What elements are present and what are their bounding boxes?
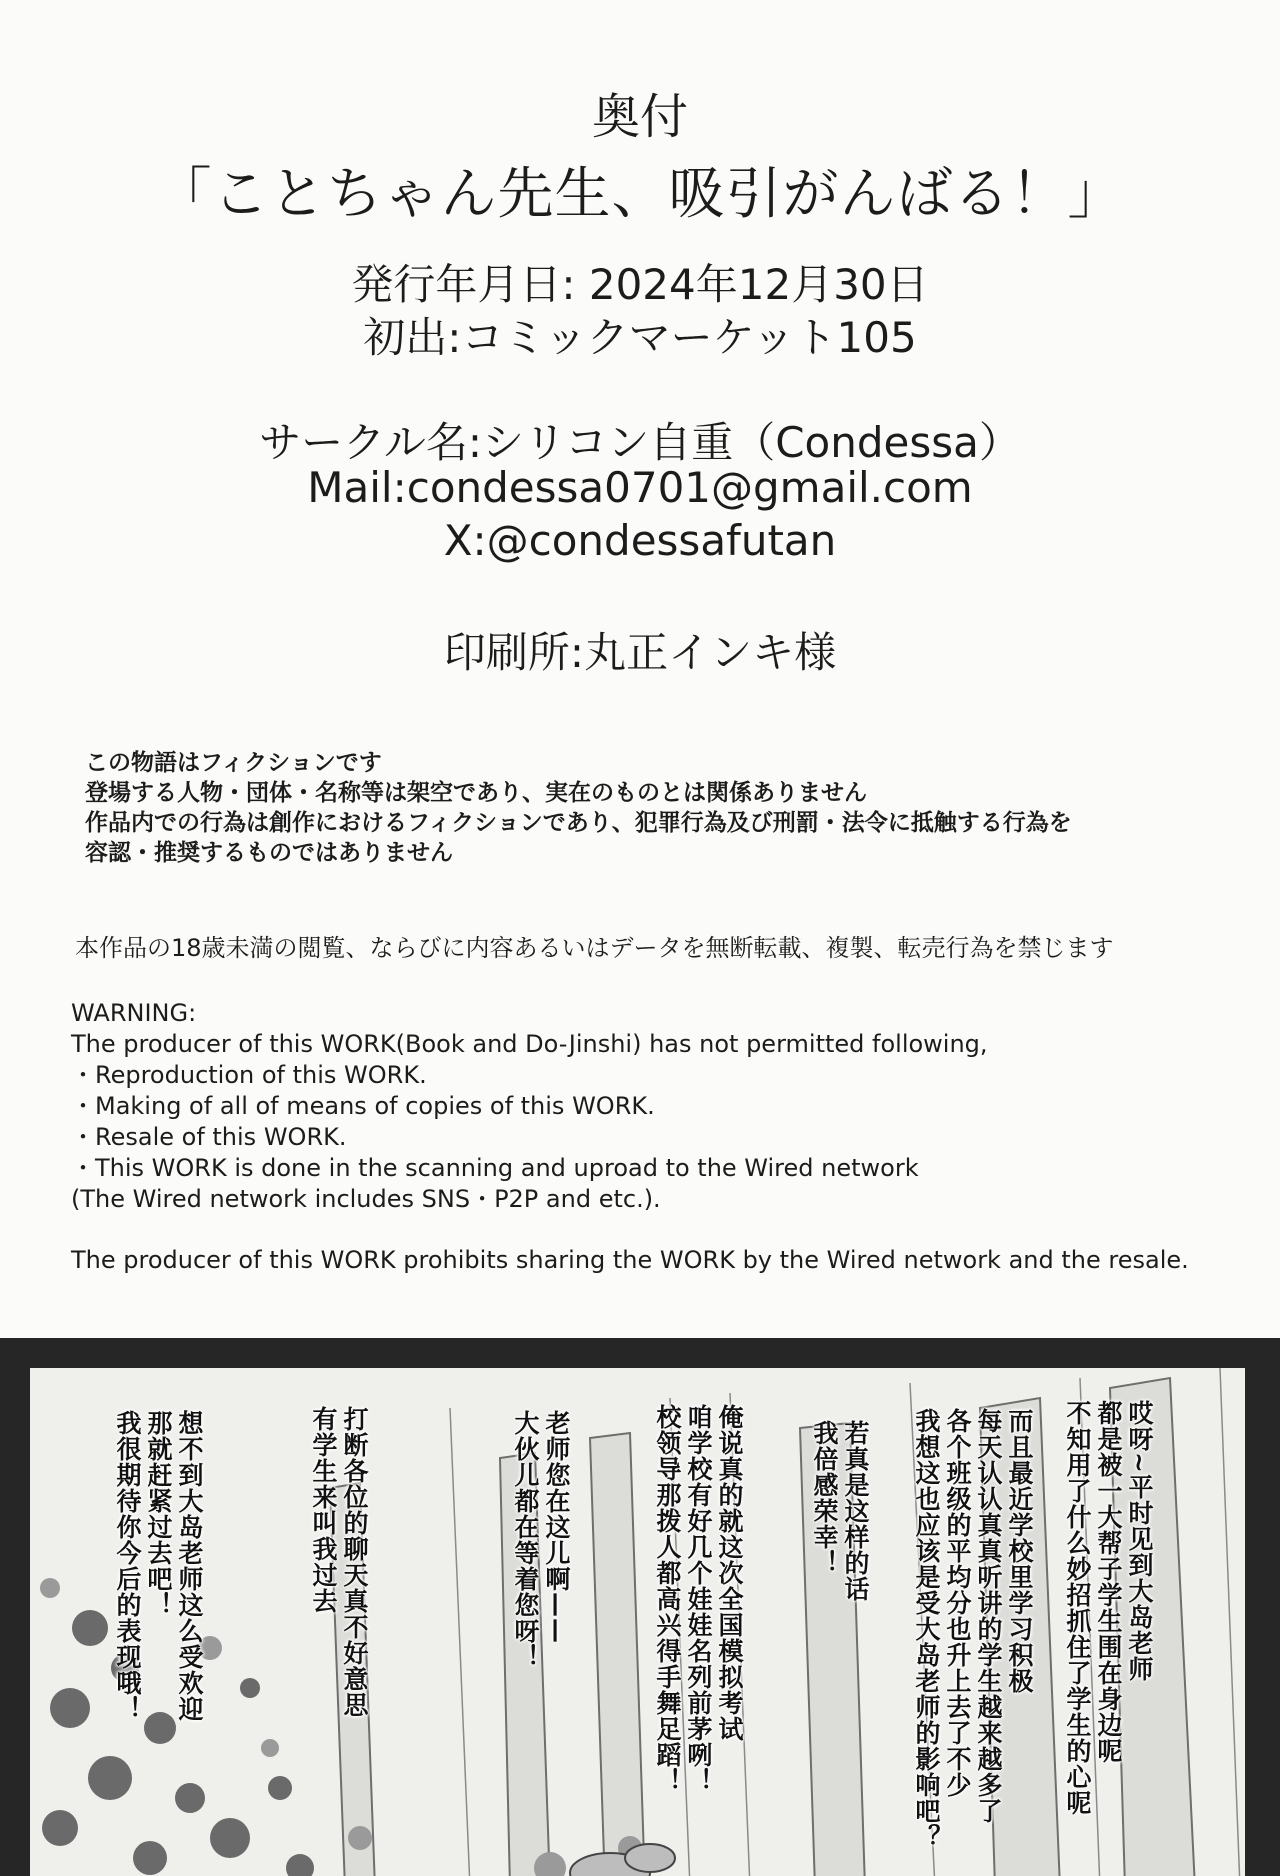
manga-panel: [0, 1338, 1280, 1876]
warning-line: (The Wired network includes SNS・P2P and etc.).: [71, 1185, 661, 1213]
prohibition-text: 本作品の18歳未満の閲覧、ならびに内容あるいはデータを無断転載、複製、転売行為を禁じます: [75, 934, 1114, 962]
speech-bubble: 每天认认真真听讲的学生越来越多了: [974, 1408, 1003, 1824]
speech-bubble: 有学生来叫我过去: [309, 1406, 338, 1614]
warning-line: ・Making of all of means of copies of this WORK.: [71, 1092, 655, 1120]
speech-bubble: 想不到大岛老师这么受欢迎: [175, 1410, 204, 1722]
speech-bubble: 我很期待你今后的表现哦！: [113, 1410, 142, 1722]
book-title: 「ことちゃん先生、吸引がんばる！」: [155, 162, 1125, 227]
speech-bubble: 校领导那拨人都高兴得手舞足蹈！: [653, 1404, 682, 1794]
warning-line: ・Reproduction of this WORK.: [71, 1061, 427, 1089]
warning-final: The producer of this WORK prohibits sharing the WORK by the Wired network and the resale.: [71, 1246, 1189, 1274]
notice-line: 登場する人物・団体・名称等は架空であり、実在のものとは関係ありません: [85, 780, 867, 806]
printer: 印刷所:丸正インキ様: [443, 628, 837, 677]
speech-bubble: 打断各位的聊天真不好意思: [340, 1406, 369, 1718]
speech-bubble: 各个班级的平均分也升上去了不少: [943, 1408, 972, 1798]
speech-bubble: 哎呀~平时见到大岛老师: [1125, 1400, 1154, 1682]
mail-address: Mail:condessa0701@gmail.com: [307, 463, 973, 512]
speech-bubble: 若真是这样的话: [841, 1420, 870, 1602]
warning-block: [71, 998, 988, 1215]
notice-line: 作品内での行為は創作におけるフィクションであり、犯罪行為及び刑罰・法令に抵触する行為を: [85, 810, 1072, 836]
x-account: X:@condessafutan: [443, 516, 837, 565]
colophon-heading: 奥付: [591, 89, 688, 145]
speech-bubble: 都是被一大帮子学生围在身边呢: [1094, 1400, 1123, 1764]
notice-line: 容認・推奨するものではありません: [85, 840, 453, 866]
speech-bubble: 我想这也应该是受大岛老师的影响吧？: [912, 1408, 941, 1850]
first-appearance: 初出:コミックマーケット105: [363, 313, 917, 362]
speech-bubble: 那就赶紧过去吧！: [144, 1410, 173, 1618]
speech-bubble: 咱学校有好几个娃娃名列前茅咧！: [684, 1404, 713, 1794]
warning-line: ・This WORK is done in the scanning and uproad to the Wired network: [71, 1154, 919, 1182]
notice-line: この物語はフィクションです: [85, 750, 382, 776]
publish-date: 発行年月日: 2024年12月30日: [351, 260, 929, 309]
speech-bubble: 大伙儿都在等着您呀！: [511, 1410, 540, 1670]
fiction-notice: [85, 748, 1205, 868]
speech-bubble: 而且最近学校里学习积极: [1005, 1408, 1034, 1694]
circle-name: サークル名:シリコン自重（Condessa）: [259, 418, 1021, 467]
speech-bubble: 不知用了什么妙招抓住了学生的心呢: [1063, 1400, 1092, 1816]
speech-bubble: 老师您在这儿啊——: [542, 1410, 571, 1644]
speech-bubble: 我倍感荣幸！: [810, 1420, 839, 1576]
warning-line: ・Resale of this WORK.: [71, 1123, 347, 1151]
warning-line: The producer of this WORK(Book and Do-Jinshi) has not permitted following,: [71, 1030, 988, 1058]
warning-line: WARNING:: [71, 999, 197, 1027]
speech-bubble: 俺说真的就这次全国模拟考试: [715, 1404, 744, 1742]
